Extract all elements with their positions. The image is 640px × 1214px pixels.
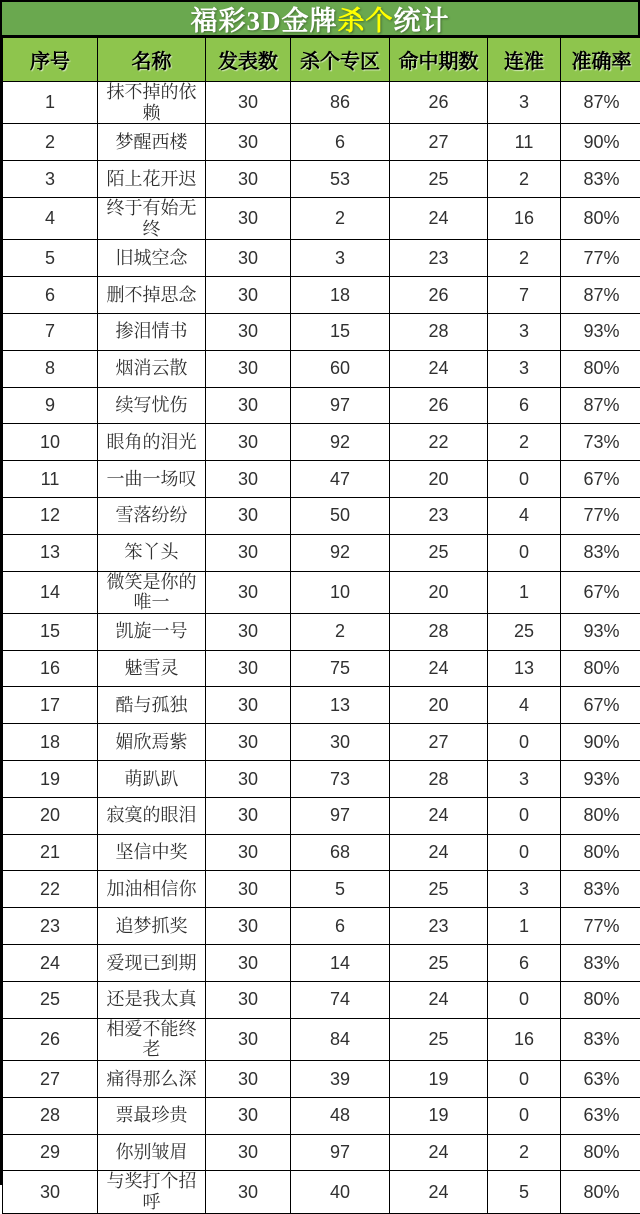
cell-streak: 0 xyxy=(488,981,561,1018)
cell-published-count: 30 xyxy=(206,834,291,871)
cell-kill-zone: 97 xyxy=(291,1134,390,1171)
cell-published-count: 30 xyxy=(206,82,291,124)
cell-hit-periods: 20 xyxy=(390,687,488,724)
table-row xyxy=(3,424,640,461)
cell-hit-periods: 24 xyxy=(390,834,488,871)
cell-streak: 3 xyxy=(488,871,561,908)
cell-accuracy: 67% xyxy=(561,687,640,724)
column-header: 命中期数 xyxy=(390,38,488,82)
cell-hit-periods: 19 xyxy=(390,1061,488,1098)
cell-name: 掺泪情书 xyxy=(98,313,206,350)
cell-accuracy: 77% xyxy=(561,908,640,945)
cell-kill-zone: 2 xyxy=(291,613,390,650)
cell-hit-periods: 24 xyxy=(390,197,488,239)
table-row xyxy=(3,534,640,571)
cell-name: 加油相信你 xyxy=(98,871,206,908)
cell-published-count: 30 xyxy=(206,313,291,350)
cell-name: 爱现已到期 xyxy=(98,945,206,982)
cell-accuracy: 77% xyxy=(561,240,640,277)
cell-published-count: 30 xyxy=(206,387,291,424)
cell-kill-zone: 3 xyxy=(291,240,390,277)
cell-accuracy: 63% xyxy=(561,1061,640,1098)
cell-streak: 0 xyxy=(488,1097,561,1134)
cell-streak: 2 xyxy=(488,1134,561,1171)
table-row xyxy=(3,1061,640,1098)
cell-index: 22 xyxy=(3,871,98,908)
cell-published-count: 30 xyxy=(206,871,291,908)
cell-name: 媚欣焉紫 xyxy=(98,724,206,761)
cell-name: 你别皱眉 xyxy=(98,1134,206,1171)
table-body xyxy=(3,82,640,1214)
table-row xyxy=(3,240,640,277)
cell-name: 萌趴趴 xyxy=(98,761,206,798)
cell-name: 烟消云散 xyxy=(98,350,206,387)
cell-accuracy: 77% xyxy=(561,497,640,534)
table-row xyxy=(3,1018,640,1060)
cell-kill-zone: 30 xyxy=(291,724,390,761)
cell-hit-periods: 26 xyxy=(390,277,488,314)
cell-published-count: 30 xyxy=(206,797,291,834)
cell-published-count: 30 xyxy=(206,350,291,387)
column-header: 准确率 xyxy=(561,38,640,82)
cell-published-count: 30 xyxy=(206,945,291,982)
cell-kill-zone: 6 xyxy=(291,124,390,161)
cell-name: 雪落纷纷 xyxy=(98,497,206,534)
cell-streak: 2 xyxy=(488,424,561,461)
cell-index: 26 xyxy=(3,1018,98,1060)
cell-published-count: 30 xyxy=(206,1018,291,1060)
cell-hit-periods: 22 xyxy=(390,424,488,461)
cell-name: 坚信中奖 xyxy=(98,834,206,871)
cell-name: 相爱不能终老 xyxy=(98,1018,206,1060)
cell-published-count: 30 xyxy=(206,571,291,613)
cell-streak: 3 xyxy=(488,761,561,798)
cell-accuracy: 67% xyxy=(561,571,640,613)
cell-name: 旧城空念 xyxy=(98,240,206,277)
table-row xyxy=(3,124,640,161)
cell-name: 票最珍贵 xyxy=(98,1097,206,1134)
table-row xyxy=(3,871,640,908)
cell-name: 一曲一场叹 xyxy=(98,461,206,498)
cell-name: 终于有始无终 xyxy=(98,197,206,239)
cell-hit-periods: 24 xyxy=(390,650,488,687)
cell-kill-zone: 75 xyxy=(291,650,390,687)
cell-streak: 6 xyxy=(488,945,561,982)
cell-index: 29 xyxy=(3,1134,98,1171)
cell-accuracy: 93% xyxy=(561,613,640,650)
cell-name: 痛得那么深 xyxy=(98,1061,206,1098)
cell-kill-zone: 84 xyxy=(291,1018,390,1060)
cell-name: 追梦抓奖 xyxy=(98,908,206,945)
cell-name: 酷与孤独 xyxy=(98,687,206,724)
table-row xyxy=(3,1171,640,1213)
table-row xyxy=(3,497,640,534)
cell-published-count: 30 xyxy=(206,497,291,534)
table-row xyxy=(3,945,640,982)
cell-published-count: 30 xyxy=(206,124,291,161)
table-row xyxy=(3,797,640,834)
cell-accuracy: 80% xyxy=(561,834,640,871)
column-header: 杀个专区 xyxy=(291,38,390,82)
cell-hit-periods: 24 xyxy=(390,1171,488,1213)
cell-index: 4 xyxy=(3,197,98,239)
cell-hit-periods: 24 xyxy=(390,981,488,1018)
cell-streak: 11 xyxy=(488,124,561,161)
cell-index: 17 xyxy=(3,687,98,724)
cell-index: 13 xyxy=(3,534,98,571)
cell-hit-periods: 27 xyxy=(390,124,488,161)
cell-accuracy: 83% xyxy=(561,871,640,908)
cell-hit-periods: 27 xyxy=(390,724,488,761)
cell-accuracy: 87% xyxy=(561,387,640,424)
table-row xyxy=(3,613,640,650)
column-header: 序号 xyxy=(3,38,98,82)
cell-hit-periods: 25 xyxy=(390,534,488,571)
cell-accuracy: 63% xyxy=(561,1097,640,1134)
cell-published-count: 30 xyxy=(206,240,291,277)
cell-accuracy: 80% xyxy=(561,350,640,387)
cell-name: 与奖打个招呼 xyxy=(98,1171,206,1213)
cell-accuracy: 83% xyxy=(561,161,640,198)
cell-streak: 0 xyxy=(488,797,561,834)
cell-hit-periods: 28 xyxy=(390,761,488,798)
cell-index: 18 xyxy=(3,724,98,761)
cell-streak: 1 xyxy=(488,908,561,945)
cell-hit-periods: 24 xyxy=(390,350,488,387)
table-row xyxy=(3,197,640,239)
cell-index: 1 xyxy=(3,82,98,124)
cell-published-count: 30 xyxy=(206,277,291,314)
cell-published-count: 30 xyxy=(206,1097,291,1134)
cell-kill-zone: 92 xyxy=(291,534,390,571)
cell-accuracy: 80% xyxy=(561,797,640,834)
cell-index: 23 xyxy=(3,908,98,945)
cell-name: 凯旋一号 xyxy=(98,613,206,650)
cell-streak: 1 xyxy=(488,571,561,613)
column-header: 名称 xyxy=(98,38,206,82)
cell-published-count: 30 xyxy=(206,613,291,650)
cell-hit-periods: 26 xyxy=(390,82,488,124)
cell-published-count: 30 xyxy=(206,534,291,571)
table-row xyxy=(3,313,640,350)
cell-index: 8 xyxy=(3,350,98,387)
cell-accuracy: 90% xyxy=(561,124,640,161)
cell-index: 24 xyxy=(3,945,98,982)
cell-index: 2 xyxy=(3,124,98,161)
cell-accuracy: 93% xyxy=(561,761,640,798)
cell-kill-zone: 73 xyxy=(291,761,390,798)
cell-index: 15 xyxy=(3,613,98,650)
column-header: 连准 xyxy=(488,38,561,82)
cell-streak: 3 xyxy=(488,82,561,124)
cell-published-count: 30 xyxy=(206,461,291,498)
cell-index: 14 xyxy=(3,571,98,613)
cell-streak: 6 xyxy=(488,387,561,424)
cell-accuracy: 80% xyxy=(561,197,640,239)
cell-accuracy: 83% xyxy=(561,534,640,571)
cell-published-count: 30 xyxy=(206,424,291,461)
cell-published-count: 30 xyxy=(206,1061,291,1098)
cell-streak: 0 xyxy=(488,1061,561,1098)
cell-kill-zone: 47 xyxy=(291,461,390,498)
cell-kill-zone: 13 xyxy=(291,687,390,724)
cell-name: 还是我太真 xyxy=(98,981,206,1018)
cell-hit-periods: 20 xyxy=(390,571,488,613)
cell-index: 28 xyxy=(3,1097,98,1134)
cell-kill-zone: 40 xyxy=(291,1171,390,1213)
cell-accuracy: 87% xyxy=(561,82,640,124)
title-suffix: 统计 xyxy=(394,0,450,38)
cell-kill-zone: 18 xyxy=(291,277,390,314)
table-row xyxy=(3,908,640,945)
cell-index: 3 xyxy=(3,161,98,198)
cell-name: 删不掉思念 xyxy=(98,277,206,314)
cell-streak: 5 xyxy=(488,1171,561,1213)
cell-kill-zone: 6 xyxy=(291,908,390,945)
table-row xyxy=(3,981,640,1018)
cell-hit-periods: 25 xyxy=(390,161,488,198)
table-row xyxy=(3,350,640,387)
cell-streak: 16 xyxy=(488,197,561,239)
cell-published-count: 30 xyxy=(206,761,291,798)
cell-name: 笨丫头 xyxy=(98,534,206,571)
cell-streak: 7 xyxy=(488,277,561,314)
table-row xyxy=(3,82,640,124)
cell-name: 抹不掉的依赖 xyxy=(98,82,206,124)
cell-kill-zone: 39 xyxy=(291,1061,390,1098)
cell-published-count: 30 xyxy=(206,687,291,724)
cell-published-count: 30 xyxy=(206,1171,291,1213)
cell-index: 16 xyxy=(3,650,98,687)
cell-index: 10 xyxy=(3,424,98,461)
cell-streak: 0 xyxy=(488,724,561,761)
cell-published-count: 30 xyxy=(206,724,291,761)
cell-name: 续写忧伤 xyxy=(98,387,206,424)
cell-streak: 13 xyxy=(488,650,561,687)
cell-accuracy: 80% xyxy=(561,1171,640,1213)
cell-kill-zone: 60 xyxy=(291,350,390,387)
table-row xyxy=(3,1134,640,1171)
table-row xyxy=(3,571,640,613)
cell-streak: 2 xyxy=(488,161,561,198)
cell-kill-zone: 97 xyxy=(291,387,390,424)
table-row xyxy=(3,387,640,424)
cell-kill-zone: 86 xyxy=(291,82,390,124)
cell-name: 寂寞的眼泪 xyxy=(98,797,206,834)
cell-kill-zone: 14 xyxy=(291,945,390,982)
cell-published-count: 30 xyxy=(206,981,291,1018)
table-row xyxy=(3,461,640,498)
cell-index: 19 xyxy=(3,761,98,798)
cell-name: 陌上花开迟 xyxy=(98,161,206,198)
cell-hit-periods: 20 xyxy=(390,461,488,498)
cell-accuracy: 67% xyxy=(561,461,640,498)
cell-index: 12 xyxy=(3,497,98,534)
cell-streak: 3 xyxy=(488,350,561,387)
table-row xyxy=(3,687,640,724)
cell-index: 20 xyxy=(3,797,98,834)
cell-name: 眼角的泪光 xyxy=(98,424,206,461)
cell-streak: 0 xyxy=(488,461,561,498)
cell-kill-zone: 53 xyxy=(291,161,390,198)
cell-index: 27 xyxy=(3,1061,98,1098)
cell-kill-zone: 15 xyxy=(291,313,390,350)
cell-index: 9 xyxy=(3,387,98,424)
cell-name: 微笑是你的唯一 xyxy=(98,571,206,613)
cell-accuracy: 80% xyxy=(561,650,640,687)
cell-index: 7 xyxy=(3,313,98,350)
table-row xyxy=(3,277,640,314)
cell-streak: 4 xyxy=(488,497,561,534)
cell-index: 11 xyxy=(3,461,98,498)
cell-hit-periods: 19 xyxy=(390,1097,488,1134)
header-row xyxy=(3,38,640,82)
cell-kill-zone: 2 xyxy=(291,197,390,239)
cell-streak: 16 xyxy=(488,1018,561,1060)
column-header: 发表数 xyxy=(206,38,291,82)
cell-kill-zone: 92 xyxy=(291,424,390,461)
cell-kill-zone: 48 xyxy=(291,1097,390,1134)
cell-accuracy: 80% xyxy=(561,981,640,1018)
cell-hit-periods: 24 xyxy=(390,1134,488,1171)
cell-index: 6 xyxy=(3,277,98,314)
page-title xyxy=(2,2,638,37)
cell-accuracy: 93% xyxy=(561,313,640,350)
cell-accuracy: 83% xyxy=(561,1018,640,1060)
cell-kill-zone: 50 xyxy=(291,497,390,534)
cell-hit-periods: 23 xyxy=(390,497,488,534)
cell-streak: 4 xyxy=(488,687,561,724)
cell-streak: 0 xyxy=(488,834,561,871)
cell-name: 梦醒西楼 xyxy=(98,124,206,161)
cell-kill-zone: 5 xyxy=(291,871,390,908)
table-row xyxy=(3,761,640,798)
cell-accuracy: 90% xyxy=(561,724,640,761)
cell-name: 魅雪灵 xyxy=(98,650,206,687)
cell-kill-zone: 10 xyxy=(291,571,390,613)
cell-index: 25 xyxy=(3,981,98,1018)
cell-published-count: 30 xyxy=(206,1134,291,1171)
title-highlight: 杀个 xyxy=(338,0,394,38)
cell-hit-periods: 28 xyxy=(390,613,488,650)
cell-accuracy: 83% xyxy=(561,945,640,982)
table-row xyxy=(3,1097,640,1134)
cell-index: 5 xyxy=(3,240,98,277)
cell-streak: 0 xyxy=(488,534,561,571)
cell-accuracy: 73% xyxy=(561,424,640,461)
table-row xyxy=(3,161,640,198)
table-row xyxy=(3,724,640,761)
cell-hit-periods: 24 xyxy=(390,797,488,834)
cell-index: 21 xyxy=(3,834,98,871)
cell-hit-periods: 25 xyxy=(390,871,488,908)
title-prefix: 福彩3D金牌 xyxy=(191,0,338,38)
cell-kill-zone: 68 xyxy=(291,834,390,871)
stats-table xyxy=(2,37,640,1214)
table-row xyxy=(3,650,640,687)
cell-published-count: 30 xyxy=(206,908,291,945)
cell-index: 30 xyxy=(3,1171,98,1213)
cell-kill-zone: 74 xyxy=(291,981,390,1018)
cell-accuracy: 80% xyxy=(561,1134,640,1171)
cell-hit-periods: 26 xyxy=(390,387,488,424)
cell-hit-periods: 23 xyxy=(390,240,488,277)
cell-hit-periods: 25 xyxy=(390,945,488,982)
cell-published-count: 30 xyxy=(206,197,291,239)
cell-hit-periods: 23 xyxy=(390,908,488,945)
cell-published-count: 30 xyxy=(206,650,291,687)
cell-hit-periods: 28 xyxy=(390,313,488,350)
table-row xyxy=(3,834,640,871)
cell-accuracy: 87% xyxy=(561,277,640,314)
cell-published-count: 30 xyxy=(206,161,291,198)
cell-kill-zone: 97 xyxy=(291,797,390,834)
cell-streak: 2 xyxy=(488,240,561,277)
cell-streak: 25 xyxy=(488,613,561,650)
cell-streak: 3 xyxy=(488,313,561,350)
cell-hit-periods: 25 xyxy=(390,1018,488,1060)
